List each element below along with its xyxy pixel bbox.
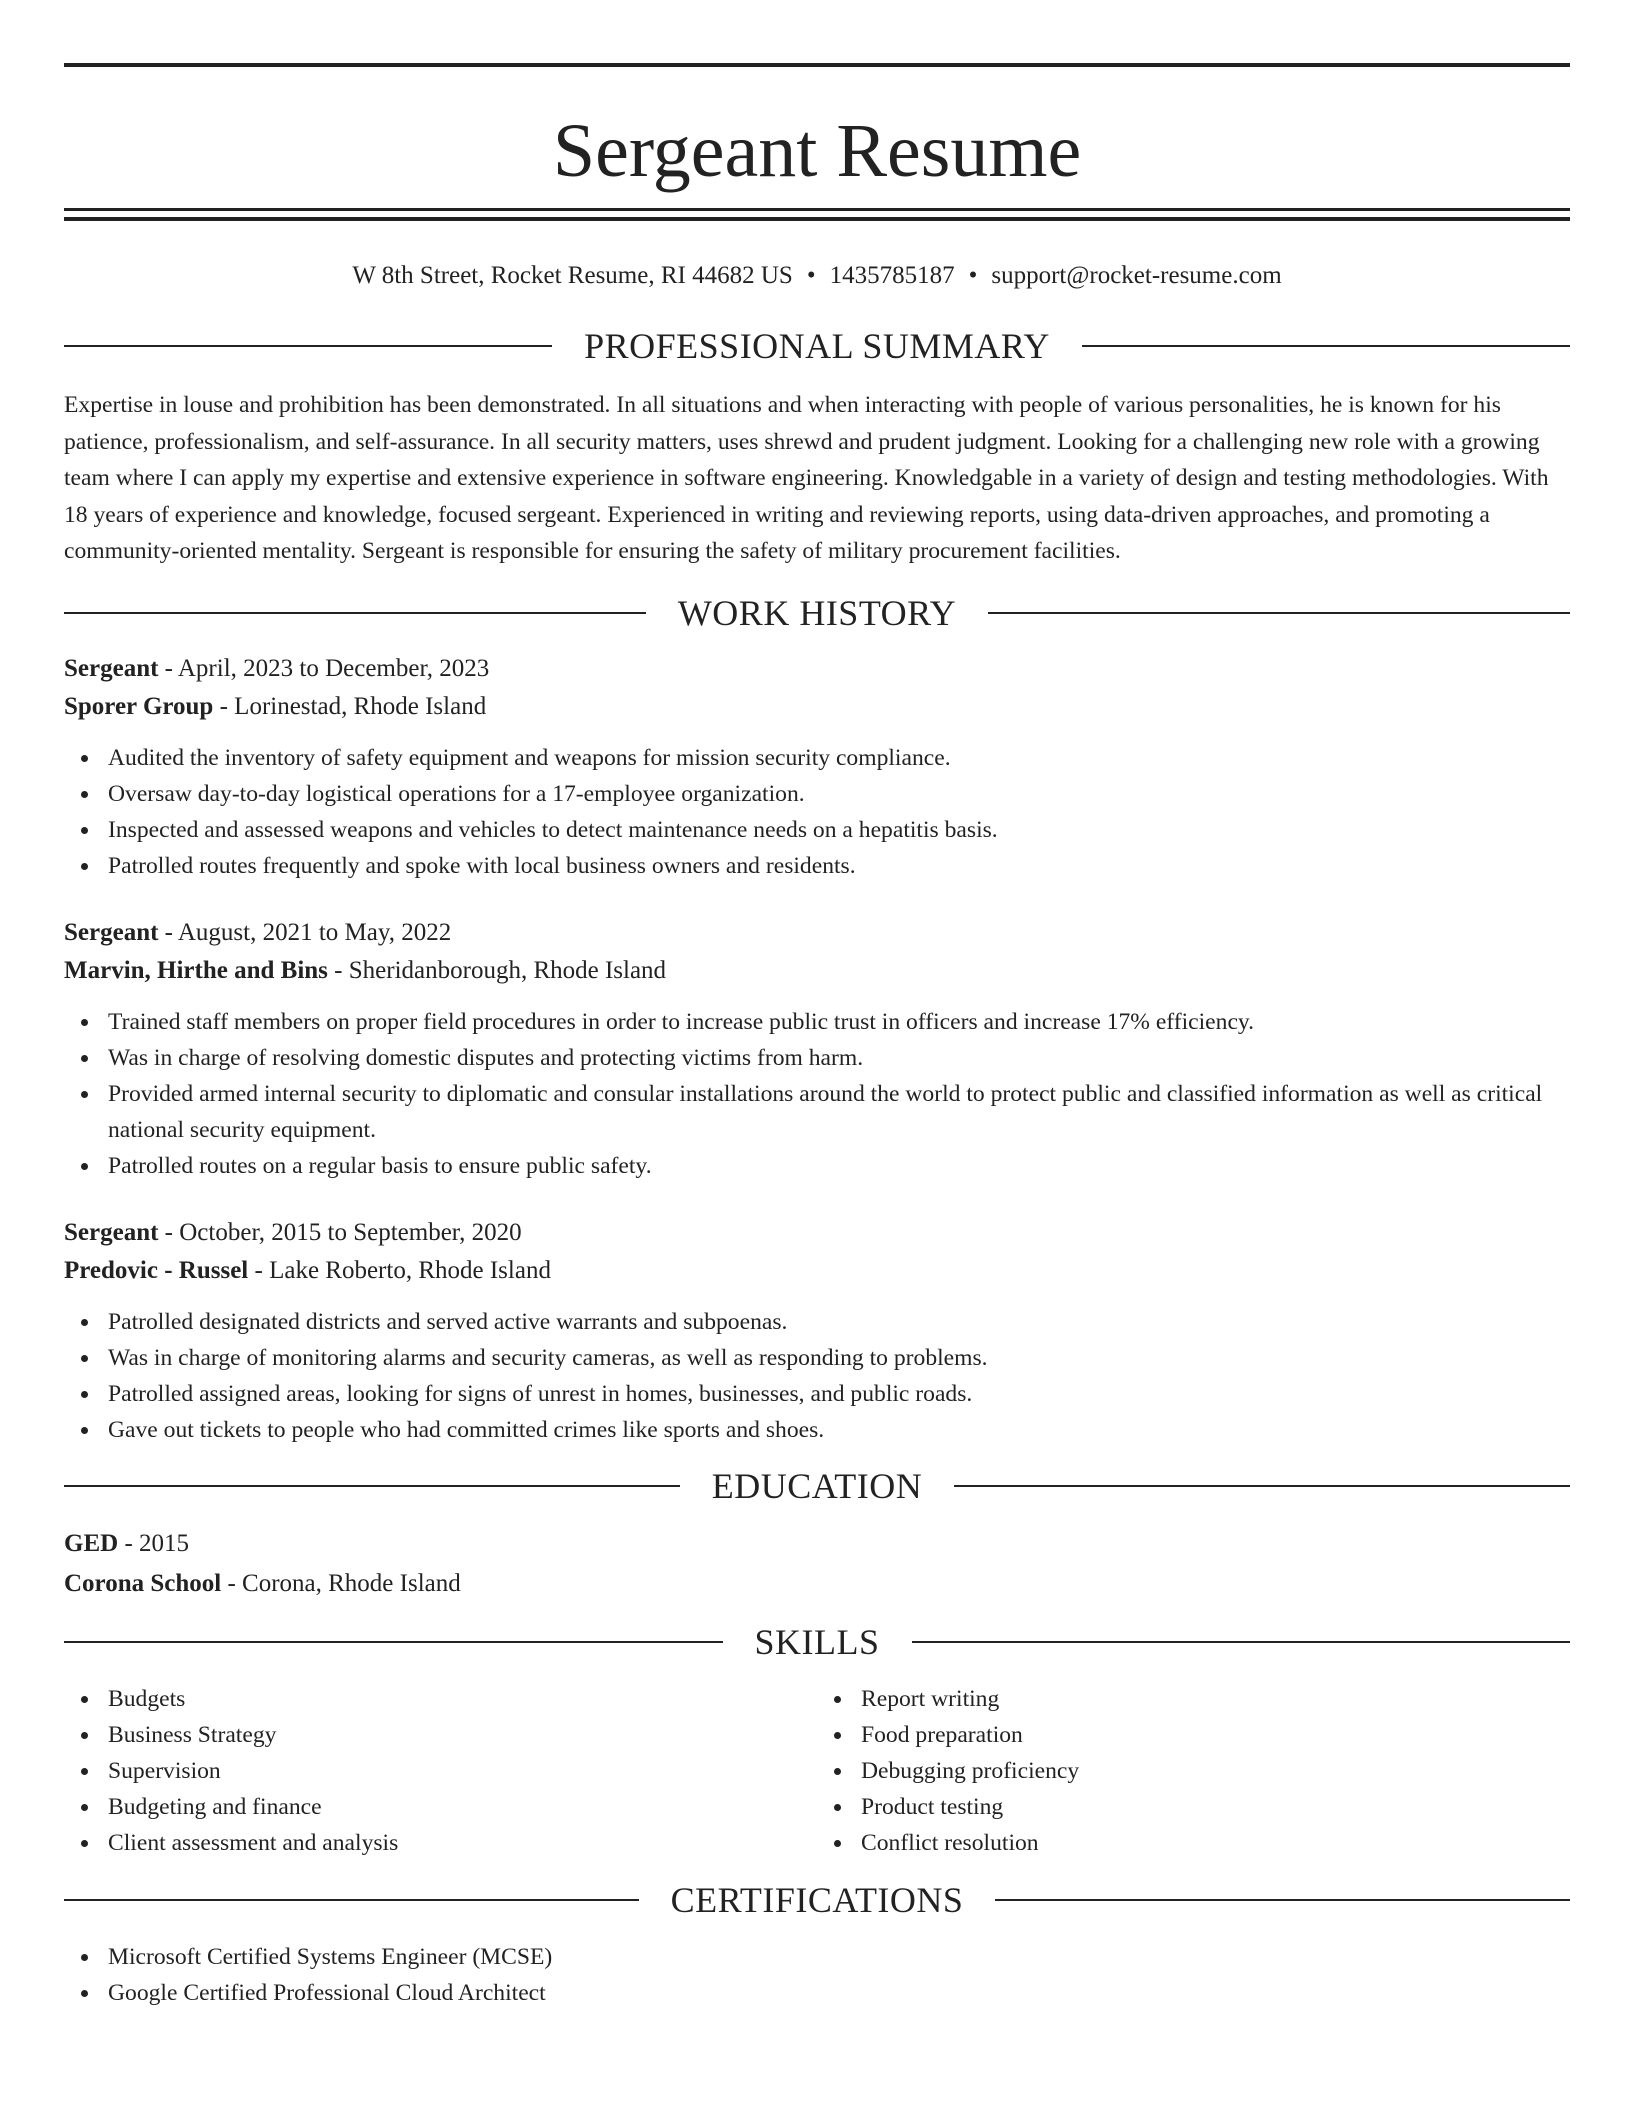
section-header-education [64,1462,1570,1510]
contact-address: W 8th Street, Rocket Resume, RI 44682 US [352,262,793,289]
job-role-line [64,1214,1570,1252]
job-company-line [64,688,1570,726]
education-degree-line [64,1524,1570,1564]
skill-item: Debugging proficiency [861,1753,1570,1789]
section-header-skills [64,1618,1570,1666]
section-title-education: EDUCATION [711,1465,923,1506]
skills-list-left [64,1681,817,1862]
job-bullet: Was in charge of monitoring alarms and security cameras, as well as responding to problems. [108,1340,1570,1376]
resume-content [64,0,1570,2011]
job-entry [64,914,1570,1184]
section-title-certifications: CERTIFICATIONS [670,1879,964,1920]
job-bullet: Audited the inventory of safety equipment and weapons for mission security compliance. [108,740,1570,776]
job-bullet: Patrolled routes on a regular basis to ensure public safety. [108,1148,1570,1184]
job-location: - Lorinestad, Rhode Island [213,692,487,720]
job-location: - Lake Roberto, Rhode Island [248,1256,551,1284]
job-role: Sergeant [64,654,159,682]
skill-item: Client assessment and analysis [108,1825,817,1861]
education-school: Corona School [64,1569,222,1597]
section-rule [64,1899,639,1901]
job-company-line [64,952,1570,990]
job-bullet: Inspected and assessed weapons and vehicles to detect maintenance needs on a hepatitis basis. [108,812,1570,848]
job-bullet: Patrolled routes frequently and spoke with local business owners and residents. [108,848,1570,884]
job-entry [64,650,1570,884]
resume-title: Sergeant Resume [552,109,1082,193]
section-rule [995,1899,1570,1901]
job-role-line [64,914,1570,952]
job-dates: - August, 2021 to May, 2022 [158,918,452,946]
job-dates: - October, 2015 to September, 2020 [158,1218,522,1246]
education-entry [64,1524,1570,1604]
summary-text: Expertise in louse and prohibition has been demonstrated. In all situations and when interacting with people of various personalities, he is known for his patience, professionalism, and self-assurance. In all security matters, uses shrewd and prudent judgment. Looking for a challenging new role with a growing team where I can apply my expertise and extensive experience in software engineering. Knowledgable in a variety of design and testing methodologies. With 18 years of experience and knowledge, focused sergeant. Experienced in writing and reviewing reports, using data-driven approaches, and promoting a community-oriented mentality. Sergeant is responsible for ensuring the safety of military procurement facilities. [64,392,1549,564]
skill-item: Product testing [861,1789,1570,1825]
title-double-rule [64,208,1570,221]
skill-item: Budgets [108,1681,817,1717]
section-title-summary: PROFESSIONAL SUMMARY [584,326,1050,366]
job-bullets [64,740,1570,884]
skills-list-right [817,1681,1570,1862]
job-company-line [64,1252,1570,1290]
contact-separator: • [968,262,978,289]
section-title-skills: SKILLS [754,1621,880,1662]
top-rule [64,63,1570,67]
section-rule [1082,345,1570,347]
education-degree: GED [64,1529,119,1557]
skill-item: Budgeting and finance [108,1789,817,1825]
skill-item: Food preparation [861,1717,1570,1753]
job-bullet: Oversaw day-to-day logistical operations for a 17-employee organization. [108,776,1570,812]
section-title-work: WORK HISTORY [677,592,957,633]
education-location: - Corona, Rhode Island [221,1569,461,1597]
certifications-list [64,1939,1570,2011]
skill-item: Report writing [861,1681,1570,1717]
section-rule [64,612,646,614]
section-rule [64,345,552,347]
job-bullets [64,1304,1570,1448]
job-role-line [64,650,1570,688]
job-dates: - April, 2023 to December, 2023 [158,654,490,682]
section-rule [954,1485,1570,1487]
education-school-line [64,1564,1570,1604]
section-header-summary [64,322,1570,370]
contact-line [64,258,1570,294]
job-location: - Sheridanborough, Rhode Island [327,956,667,984]
job-bullet: Provided armed internal security to diplomatic and consular installations around the world to protect public and classified information as well as critical national security equipment. [108,1076,1570,1148]
section-header-certifications [64,1876,1570,1924]
skill-item: Supervision [108,1753,817,1789]
job-bullet: Gave out tickets to people who had committed crimes like sports and shoes. [108,1412,1570,1448]
section-rule [64,1485,680,1487]
section-rule [64,1641,723,1643]
job-company: Predovic - Russel [64,1256,249,1284]
job-entry [64,1214,1570,1448]
education-year: - 2015 [118,1529,190,1557]
certification-item: Google Certified Professional Cloud Architect [108,1975,1570,2011]
job-company: Marvin, Hirthe and Bins [64,956,328,984]
skills-grid [64,1681,1570,1862]
job-bullet: Was in charge of resolving domestic disputes and protecting victims from harm. [108,1040,1570,1076]
certification-item: Microsoft Certified Systems Engineer (MCSE) [108,1939,1570,1975]
skill-item: Business Strategy [108,1717,817,1753]
job-bullets [64,1004,1570,1184]
contact-phone: 1435785187 [829,262,955,289]
job-bullet: Patrolled assigned areas, looking for signs of unrest in homes, businesses, and public roads. [108,1376,1570,1412]
section-header-work [64,589,1570,637]
job-bullet: Patrolled designated districts and served active warrants and subpoenas. [108,1304,1570,1340]
job-bullet: Trained staff members on proper field procedures in order to increase public trust in officers and increase 17% efficiency. [108,1004,1570,1040]
job-role: Sergeant [64,1218,159,1246]
skill-item: Conflict resolution [861,1825,1570,1861]
job-company: Sporer Group [64,692,214,720]
section-rule [912,1641,1571,1643]
section-rule [988,612,1570,614]
contact-email: support@rocket-resume.com [991,262,1282,289]
contact-separator: • [806,262,816,289]
job-role: Sergeant [64,918,159,946]
